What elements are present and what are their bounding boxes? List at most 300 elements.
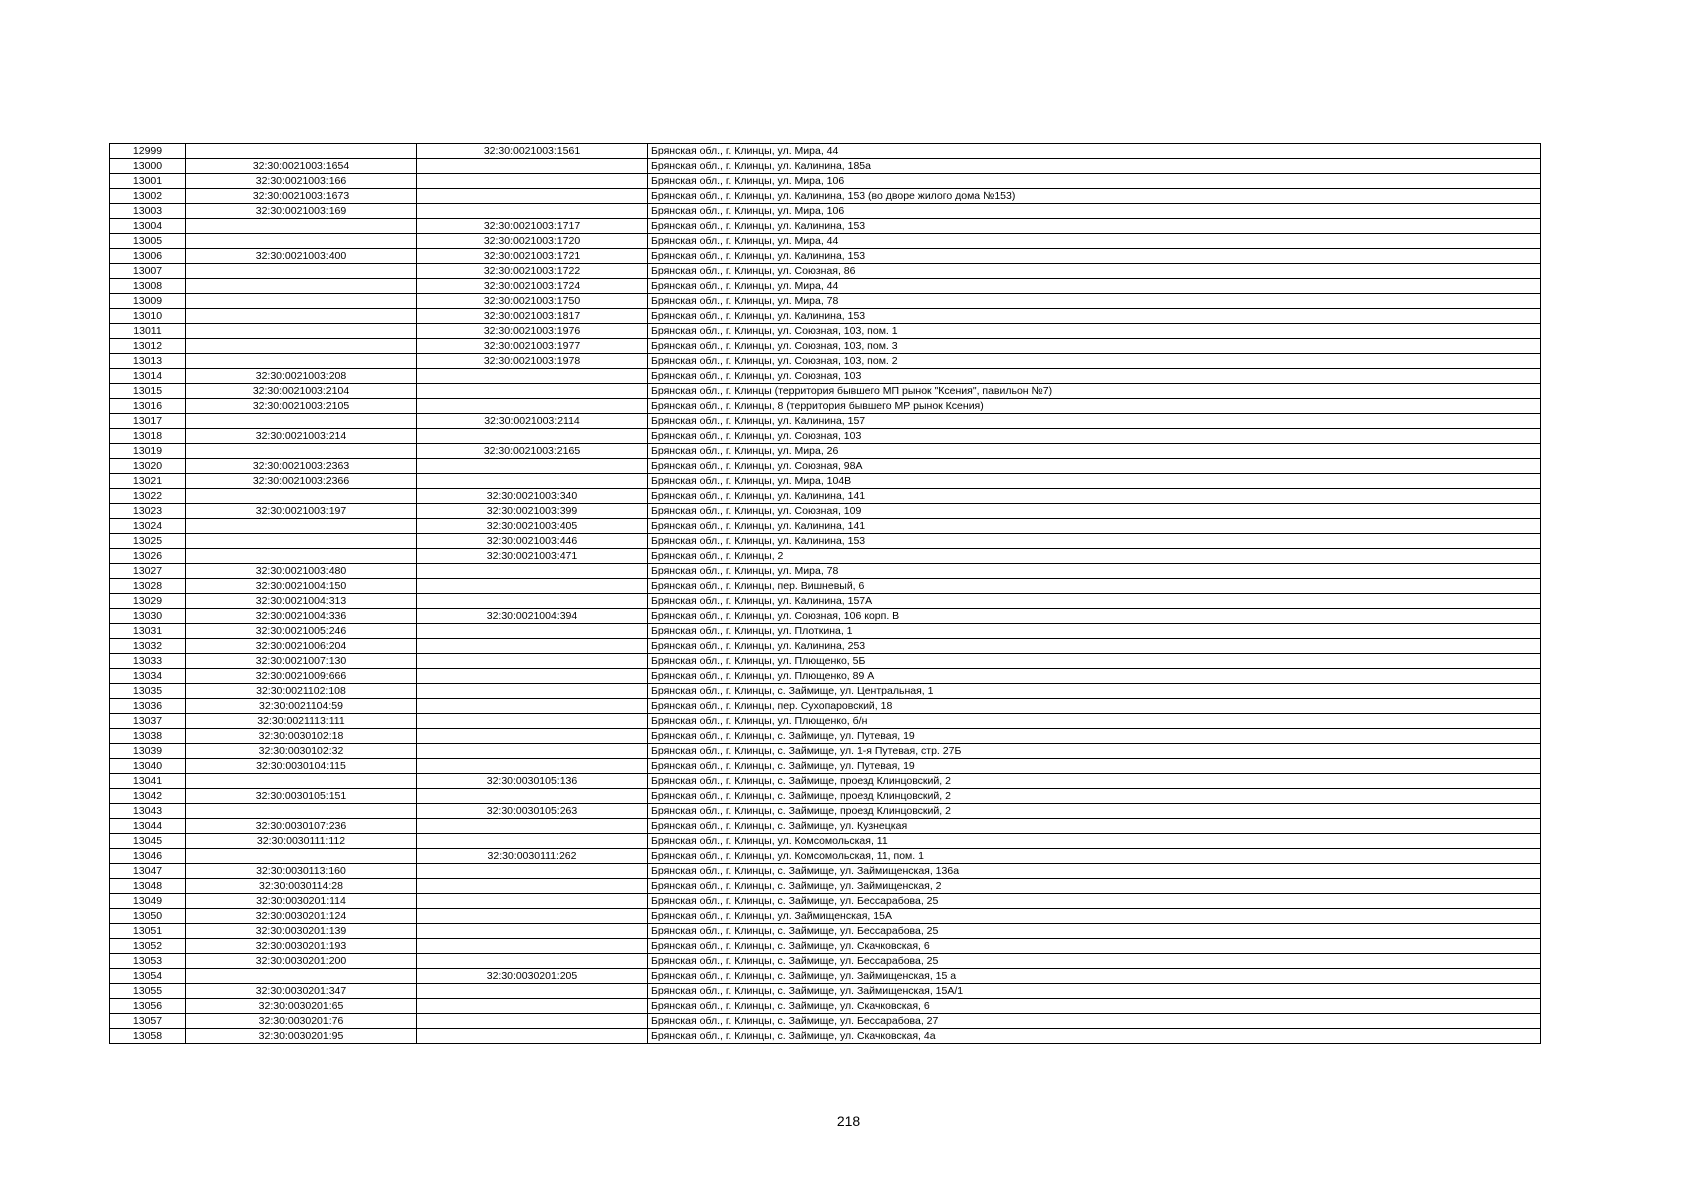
related-cadastral-number-cell: 32:30:0021003:1722 [417, 264, 648, 279]
cadastral-number-cell [186, 849, 417, 864]
table-row [110, 279, 1541, 294]
related-cadastral-number-cell [417, 714, 648, 729]
address-cell: Брянская обл., г. Клинцы, ул. Калинина, 153 (во дворе жилого дома №153) [648, 189, 1541, 204]
row-number-cell: 13035 [110, 684, 186, 699]
related-cadastral-number-cell: 32:30:0021003:1720 [417, 234, 648, 249]
row-number-cell: 13017 [110, 414, 186, 429]
row-number-cell: 13010 [110, 309, 186, 324]
address-cell: Брянская обл., г. Клинцы, с. Займище, ул. Бессарабова, 25 [648, 894, 1541, 909]
cadastral-number-cell: 32:30:0021003:400 [186, 249, 417, 264]
related-cadastral-number-cell [417, 1029, 648, 1044]
address-cell: Брянская обл., г. Клинцы, ул. Мира, 104В [648, 474, 1541, 489]
cadastral-number-cell [186, 774, 417, 789]
related-cadastral-number-cell [417, 669, 648, 684]
related-cadastral-number-cell: 32:30:0021003:1721 [417, 249, 648, 264]
row-number-cell: 13046 [110, 849, 186, 864]
row-number-cell: 13056 [110, 999, 186, 1014]
address-cell: Брянская обл., г. Клинцы, с. Займище, ул. Скачковская, 6 [648, 999, 1541, 1014]
address-cell: Брянская обл., г. Клинцы, с. Займище, ул. 1-я Путевая, стр. 27Б [648, 744, 1541, 759]
row-number-cell: 13005 [110, 234, 186, 249]
cadastral-number-cell: 32:30:0021003:2104 [186, 384, 417, 399]
table-row [110, 609, 1541, 624]
related-cadastral-number-cell [417, 864, 648, 879]
cadastral-number-cell: 32:30:0021102:108 [186, 684, 417, 699]
address-cell: Брянская обл., г. Клинцы, ул. Комсомольская, 11, пом. 1 [648, 849, 1541, 864]
cadastral-number-cell [186, 534, 417, 549]
table-row [110, 1014, 1541, 1029]
related-cadastral-number-cell [417, 759, 648, 774]
row-number-cell: 13001 [110, 174, 186, 189]
cadastral-number-cell: 32:30:0021003:169 [186, 204, 417, 219]
cadastral-number-cell: 32:30:0030111:112 [186, 834, 417, 849]
table-row [110, 309, 1541, 324]
related-cadastral-number-cell [417, 984, 648, 999]
row-number-cell: 13040 [110, 759, 186, 774]
row-number-cell: 13012 [110, 339, 186, 354]
address-cell: Брянская обл., г. Клинцы, с. Займище, ул. Займищенская, 15А/1 [648, 984, 1541, 999]
row-number-cell: 13043 [110, 804, 186, 819]
related-cadastral-number-cell: 32:30:0021003:1724 [417, 279, 648, 294]
row-number-cell: 13000 [110, 159, 186, 174]
related-cadastral-number-cell [417, 474, 648, 489]
address-cell: Брянская обл., г. Клинцы, ул. Калинина, 185а [648, 159, 1541, 174]
address-cell: Брянская обл., г. Клинцы, ул. Калинина, 153 [648, 219, 1541, 234]
address-cell: Брянская обл., г. Клинцы, с. Займище, ул. Путевая, 19 [648, 759, 1541, 774]
table-row [110, 369, 1541, 384]
related-cadastral-number-cell [417, 654, 648, 669]
address-cell: Брянская обл., г. Клинцы, ул. Союзная, 103 [648, 429, 1541, 444]
cadastral-number-cell: 32:30:0030105:151 [186, 789, 417, 804]
row-number-cell: 13037 [110, 714, 186, 729]
related-cadastral-number-cell [417, 684, 648, 699]
row-number-cell: 13057 [110, 1014, 186, 1029]
table-row [110, 969, 1541, 984]
table-row [110, 339, 1541, 354]
cadastral-number-cell: 32:30:0021003:166 [186, 174, 417, 189]
table-row [110, 654, 1541, 669]
table-row [110, 819, 1541, 834]
address-cell: Брянская обл., г. Клинцы, с. Займище, проезд Клинцовский, 2 [648, 804, 1541, 819]
records-table-body [110, 144, 1541, 1044]
cadastral-number-cell: 32:30:0030104:115 [186, 759, 417, 774]
address-cell: Брянская обл., г. Клинцы, ул. Мира, 44 [648, 144, 1541, 159]
related-cadastral-number-cell [417, 429, 648, 444]
row-number-cell: 13034 [110, 669, 186, 684]
row-number-cell: 13052 [110, 939, 186, 954]
cadastral-number-cell [186, 234, 417, 249]
cadastral-number-cell: 32:30:0021004:313 [186, 594, 417, 609]
cadastral-number-cell: 32:30:0030201:139 [186, 924, 417, 939]
cadastral-number-cell: 32:30:0030102:32 [186, 744, 417, 759]
row-number-cell: 13051 [110, 924, 186, 939]
address-cell: Брянская обл., г. Клинцы, ул. Калинина, 153 [648, 249, 1541, 264]
cadastral-number-cell: 32:30:0030201:193 [186, 939, 417, 954]
table-row [110, 399, 1541, 414]
address-cell: Брянская обл., г. Клинцы, ул. Союзная, 109 [648, 504, 1541, 519]
table-row [110, 714, 1541, 729]
row-number-cell: 13030 [110, 609, 186, 624]
row-number-cell: 13045 [110, 834, 186, 849]
address-cell: Брянская обл., г. Клинцы, ул. Мира, 78 [648, 564, 1541, 579]
records-table [109, 143, 1541, 1044]
address-cell: Брянская обл., г. Клинцы, ул. Мира, 78 [648, 294, 1541, 309]
address-cell: Брянская обл., г. Клинцы, с. Займище, проезд Клинцовский, 2 [648, 774, 1541, 789]
cadastral-number-cell [186, 339, 417, 354]
table-row [110, 354, 1541, 369]
related-cadastral-number-cell: 32:30:0021003:1977 [417, 339, 648, 354]
cadastral-number-cell [186, 519, 417, 534]
address-cell: Брянская обл., г. Клинцы, ул. Союзная, 103 [648, 369, 1541, 384]
address-cell: Брянская обл., г. Клинцы, с. Займище, ул. Займищенская, 2 [648, 879, 1541, 894]
table-row [110, 189, 1541, 204]
cadastral-number-cell: 32:30:0030114:28 [186, 879, 417, 894]
table-row [110, 744, 1541, 759]
address-cell: Брянская обл., г. Клинцы, ул. Мира, 44 [648, 279, 1541, 294]
table-row [110, 834, 1541, 849]
row-number-cell: 13048 [110, 879, 186, 894]
address-cell: Брянская обл., г. Клинцы, пер. Сухопаровский, 18 [648, 699, 1541, 714]
cadastral-number-cell [186, 969, 417, 984]
cadastral-number-cell: 32:30:0021004:336 [186, 609, 417, 624]
table-row [110, 324, 1541, 339]
related-cadastral-number-cell [417, 624, 648, 639]
row-number-cell: 13018 [110, 429, 186, 444]
cadastral-number-cell: 32:30:0021003:197 [186, 504, 417, 519]
related-cadastral-number-cell: 32:30:0021003:471 [417, 549, 648, 564]
cadastral-number-cell [186, 549, 417, 564]
cadastral-number-cell: 32:30:0030201:76 [186, 1014, 417, 1029]
table-row [110, 789, 1541, 804]
address-cell: Брянская обл., г. Клинцы, ул. Союзная, 103, пом. 1 [648, 324, 1541, 339]
row-number-cell: 13029 [110, 594, 186, 609]
related-cadastral-number-cell: 32:30:0021003:2114 [417, 414, 648, 429]
table-row [110, 204, 1541, 219]
address-cell: Брянская обл., г. Клинцы, ул. Плющенко, 89 А [648, 669, 1541, 684]
cadastral-number-cell: 32:30:0021005:246 [186, 624, 417, 639]
related-cadastral-number-cell [417, 579, 648, 594]
table-row [110, 804, 1541, 819]
row-number-cell: 13054 [110, 969, 186, 984]
table-row [110, 579, 1541, 594]
row-number-cell: 13022 [110, 489, 186, 504]
address-cell: Брянская обл., г. Клинцы, ул. Плоткина, 1 [648, 624, 1541, 639]
cadastral-number-cell [186, 264, 417, 279]
row-number-cell: 13041 [110, 774, 186, 789]
related-cadastral-number-cell: 32:30:0021003:1817 [417, 309, 648, 324]
related-cadastral-number-cell [417, 369, 648, 384]
cadastral-number-cell [186, 444, 417, 459]
cadastral-number-cell [186, 489, 417, 504]
row-number-cell: 13006 [110, 249, 186, 264]
related-cadastral-number-cell [417, 399, 648, 414]
table-row [110, 519, 1541, 534]
row-number-cell: 13032 [110, 639, 186, 654]
address-cell: Брянская обл., г. Клинцы, 2 [648, 549, 1541, 564]
table-row [110, 564, 1541, 579]
table-row [110, 489, 1541, 504]
row-number-cell: 13011 [110, 324, 186, 339]
cadastral-number-cell: 32:30:0030201:114 [186, 894, 417, 909]
table-row [110, 144, 1541, 159]
related-cadastral-number-cell: 32:30:0021003:405 [417, 519, 648, 534]
cadastral-number-cell: 32:30:0021006:204 [186, 639, 417, 654]
table-row [110, 624, 1541, 639]
related-cadastral-number-cell: 32:30:0021003:340 [417, 489, 648, 504]
row-number-cell: 13042 [110, 789, 186, 804]
table-row [110, 954, 1541, 969]
row-number-cell: 13050 [110, 909, 186, 924]
related-cadastral-number-cell: 32:30:0021003:1976 [417, 324, 648, 339]
related-cadastral-number-cell [417, 789, 648, 804]
table-row [110, 729, 1541, 744]
table-row [110, 759, 1541, 774]
address-cell: Брянская обл., г. Клинцы, ул. Союзная, 103, пом. 2 [648, 354, 1541, 369]
table-row [110, 504, 1541, 519]
address-cell: Брянская обл., г. Клинцы, ул. Калинина, 253 [648, 639, 1541, 654]
related-cadastral-number-cell [417, 909, 648, 924]
row-number-cell: 13028 [110, 579, 186, 594]
address-cell: Брянская обл., г. Клинцы, с. Займище, ул. Скачковская, 6 [648, 939, 1541, 954]
related-cadastral-number-cell: 32:30:0030111:262 [417, 849, 648, 864]
table-row [110, 924, 1541, 939]
address-cell: Брянская обл., г. Клинцы, ул. Союзная, 103, пом. 3 [648, 339, 1541, 354]
address-cell: Брянская обл., г. Клинцы, с. Займище, ул. Путевая, 19 [648, 729, 1541, 744]
address-cell: Брянская обл., г. Клинцы, ул. Калинина, 141 [648, 489, 1541, 504]
table-row [110, 909, 1541, 924]
address-cell: Брянская обл., г. Клинцы, с. Займище, ул. Центральная, 1 [648, 684, 1541, 699]
table-row [110, 549, 1541, 564]
row-number-cell: 13008 [110, 279, 186, 294]
cadastral-number-cell: 32:30:0021003:1673 [186, 189, 417, 204]
related-cadastral-number-cell: 32:30:0021003:1978 [417, 354, 648, 369]
address-cell: Брянская обл., г. Клинцы, ул. Плющенко, 5Б [648, 654, 1541, 669]
cadastral-number-cell [186, 324, 417, 339]
related-cadastral-number-cell [417, 639, 648, 654]
table-row [110, 879, 1541, 894]
related-cadastral-number-cell [417, 699, 648, 714]
related-cadastral-number-cell: 32:30:0030105:136 [417, 774, 648, 789]
related-cadastral-number-cell [417, 924, 648, 939]
cadastral-number-cell: 32:30:0021009:666 [186, 669, 417, 684]
address-cell: Брянская обл., г. Клинцы, ул. Мира, 44 [648, 234, 1541, 249]
table-row [110, 849, 1541, 864]
address-cell: Брянская обл., г. Клинцы, ул. Калинина, 153 [648, 534, 1541, 549]
cadastral-number-cell: 32:30:0021003:208 [186, 369, 417, 384]
table-row [110, 1029, 1541, 1044]
related-cadastral-number-cell [417, 459, 648, 474]
related-cadastral-number-cell: 32:30:0021003:1561 [417, 144, 648, 159]
table-row [110, 219, 1541, 234]
table-row [110, 594, 1541, 609]
cadastral-number-cell: 32:30:0030113:160 [186, 864, 417, 879]
table-row [110, 699, 1541, 714]
address-cell: Брянская обл., г. Клинцы, с. Займище, ул. Бессарабова, 25 [648, 954, 1541, 969]
cadastral-number-cell: 32:30:0030201:347 [186, 984, 417, 999]
cadastral-number-cell: 32:30:0021003:480 [186, 564, 417, 579]
table-row [110, 444, 1541, 459]
table-row [110, 159, 1541, 174]
row-number-cell: 13049 [110, 894, 186, 909]
address-cell: Брянская обл., г. Клинцы, с. Займище, ул. Кузнецкая [648, 819, 1541, 834]
related-cadastral-number-cell: 32:30:0021003:1750 [417, 294, 648, 309]
address-cell: Брянская обл., г. Клинцы, с. Займище, ул. Бессарабова, 27 [648, 1014, 1541, 1029]
row-number-cell: 13038 [110, 729, 186, 744]
cadastral-number-cell [186, 144, 417, 159]
row-number-cell: 13004 [110, 219, 186, 234]
related-cadastral-number-cell [417, 939, 648, 954]
table-row [110, 264, 1541, 279]
address-cell: Брянская обл., г. Клинцы, с. Займище, проезд Клинцовский, 2 [648, 789, 1541, 804]
cadastral-number-cell: 32:30:0021007:130 [186, 654, 417, 669]
row-number-cell: 13053 [110, 954, 186, 969]
row-number-cell: 13026 [110, 549, 186, 564]
cadastral-number-cell [186, 309, 417, 324]
related-cadastral-number-cell [417, 999, 648, 1014]
row-number-cell: 13023 [110, 504, 186, 519]
cadastral-number-cell: 32:30:0021003:214 [186, 429, 417, 444]
address-cell: Брянская обл., г. Клинцы, ул. Союзная, 98А [648, 459, 1541, 474]
table-row [110, 774, 1541, 789]
table-row [110, 534, 1541, 549]
cadastral-number-cell: 32:30:0030201:124 [186, 909, 417, 924]
related-cadastral-number-cell: 32:30:0021003:399 [417, 504, 648, 519]
row-number-cell: 13014 [110, 369, 186, 384]
row-number-cell: 13055 [110, 984, 186, 999]
related-cadastral-number-cell [417, 204, 648, 219]
address-cell: Брянская обл., г. Клинцы, ул. Калинина, 141 [648, 519, 1541, 534]
address-cell: Брянская обл., г. Клинцы, ул. Мира, 26 [648, 444, 1541, 459]
cadastral-number-cell [186, 804, 417, 819]
table-row [110, 939, 1541, 954]
address-cell: Брянская обл., г. Клинцы, ул. Союзная, 106 корп. В [648, 609, 1541, 624]
address-cell: Брянская обл., г. Клинцы, ул. Плющенко, б/н [648, 714, 1541, 729]
row-number-cell: 13003 [110, 204, 186, 219]
related-cadastral-number-cell [417, 729, 648, 744]
related-cadastral-number-cell: 32:30:0030105:263 [417, 804, 648, 819]
row-number-cell: 13013 [110, 354, 186, 369]
cadastral-number-cell: 32:30:0030201:95 [186, 1029, 417, 1044]
table-row [110, 999, 1541, 1014]
address-cell: Брянская обл., г. Клинцы, с. Займище, ул. Скачковская, 4а [648, 1029, 1541, 1044]
row-number-cell: 13031 [110, 624, 186, 639]
row-number-cell: 13036 [110, 699, 186, 714]
cadastral-number-cell [186, 414, 417, 429]
table-row [110, 684, 1541, 699]
cadastral-number-cell: 32:30:0021003:2105 [186, 399, 417, 414]
cadastral-number-cell: 32:30:0021113:111 [186, 714, 417, 729]
row-number-cell: 13058 [110, 1029, 186, 1044]
address-cell: Брянская обл., г. Клинцы, пер. Вишневый, 6 [648, 579, 1541, 594]
cadastral-number-cell: 32:30:0021104:59 [186, 699, 417, 714]
cadastral-number-cell: 32:30:0021004:150 [186, 579, 417, 594]
cadastral-number-cell [186, 279, 417, 294]
address-cell: Брянская обл., г. Клинцы, ул. Союзная, 86 [648, 264, 1541, 279]
related-cadastral-number-cell [417, 564, 648, 579]
table-row [110, 174, 1541, 189]
related-cadastral-number-cell [417, 819, 648, 834]
address-cell: Брянская обл., г. Клинцы, ул. Калинина, 157А [648, 594, 1541, 609]
cadastral-number-cell [186, 354, 417, 369]
table-row [110, 414, 1541, 429]
row-number-cell: 13044 [110, 819, 186, 834]
row-number-cell: 13021 [110, 474, 186, 489]
row-number-cell: 13002 [110, 189, 186, 204]
address-cell: Брянская обл., г. Клинцы, с. Займище, ул. Бессарабова, 25 [648, 924, 1541, 939]
cadastral-number-cell: 32:30:0021003:2366 [186, 474, 417, 489]
cadastral-number-cell [186, 294, 417, 309]
cadastral-number-cell: 32:30:0030201:200 [186, 954, 417, 969]
row-number-cell: 13024 [110, 519, 186, 534]
address-cell: Брянская обл., г. Клинцы, ул. Калинина, 153 [648, 309, 1541, 324]
address-cell: Брянская обл., г. Клинцы, с. Займище, ул. Займищенская, 15 а [648, 969, 1541, 984]
related-cadastral-number-cell [417, 894, 648, 909]
row-number-cell: 13015 [110, 384, 186, 399]
related-cadastral-number-cell [417, 879, 648, 894]
cadastral-number-cell: 32:30:0030107:236 [186, 819, 417, 834]
row-number-cell: 13020 [110, 459, 186, 474]
cadastral-number-cell: 32:30:0030102:18 [186, 729, 417, 744]
table-row [110, 249, 1541, 264]
related-cadastral-number-cell [417, 174, 648, 189]
table-row [110, 639, 1541, 654]
related-cadastral-number-cell [417, 954, 648, 969]
address-cell: Брянская обл., г. Клинцы, ул. Займищенская, 15А [648, 909, 1541, 924]
related-cadastral-number-cell [417, 594, 648, 609]
address-cell: Брянская обл., г. Клинцы, с. Займище, ул. Займищенская, 136а [648, 864, 1541, 879]
row-number-cell: 12999 [110, 144, 186, 159]
cadastral-number-cell [186, 219, 417, 234]
table-row [110, 459, 1541, 474]
row-number-cell: 13016 [110, 399, 186, 414]
row-number-cell: 13007 [110, 264, 186, 279]
row-number-cell: 13019 [110, 444, 186, 459]
table-row [110, 384, 1541, 399]
row-number-cell: 13009 [110, 294, 186, 309]
related-cadastral-number-cell [417, 159, 648, 174]
page-number: 218 [836, 1113, 861, 1129]
table-row [110, 669, 1541, 684]
table-row [110, 474, 1541, 489]
related-cadastral-number-cell: 32:30:0021003:2165 [417, 444, 648, 459]
related-cadastral-number-cell [417, 744, 648, 759]
table-row [110, 864, 1541, 879]
row-number-cell: 13025 [110, 534, 186, 549]
row-number-cell: 13027 [110, 564, 186, 579]
cadastral-number-cell: 32:30:0021003:1654 [186, 159, 417, 174]
row-number-cell: 13033 [110, 654, 186, 669]
related-cadastral-number-cell: 32:30:0021003:446 [417, 534, 648, 549]
row-number-cell: 13039 [110, 744, 186, 759]
related-cadastral-number-cell: 32:30:0030201:205 [417, 969, 648, 984]
cadastral-number-cell: 32:30:0021003:2363 [186, 459, 417, 474]
related-cadastral-number-cell [417, 189, 648, 204]
related-cadastral-number-cell [417, 1014, 648, 1029]
address-cell: Брянская обл., г. Клинцы, ул. Калинина, 157 [648, 414, 1541, 429]
table-row [110, 984, 1541, 999]
address-cell: Брянская обл., г. Клинцы (территория бывшего МП рынок "Ксения", павильон №7) [648, 384, 1541, 399]
table-row [110, 234, 1541, 249]
address-cell: Брянская обл., г. Клинцы, ул. Мира, 106 [648, 174, 1541, 189]
table-row [110, 894, 1541, 909]
table-row [110, 429, 1541, 444]
cadastral-number-cell: 32:30:0030201:65 [186, 999, 417, 1014]
table-row [110, 294, 1541, 309]
related-cadastral-number-cell: 32:30:0021003:1717 [417, 219, 648, 234]
address-cell: Брянская обл., г. Клинцы, ул. Комсомольская, 11 [648, 834, 1541, 849]
related-cadastral-number-cell [417, 834, 648, 849]
row-number-cell: 13047 [110, 864, 186, 879]
address-cell: Брянская обл., г. Клинцы, 8 (территория бывшего МР рынок Ксения) [648, 399, 1541, 414]
